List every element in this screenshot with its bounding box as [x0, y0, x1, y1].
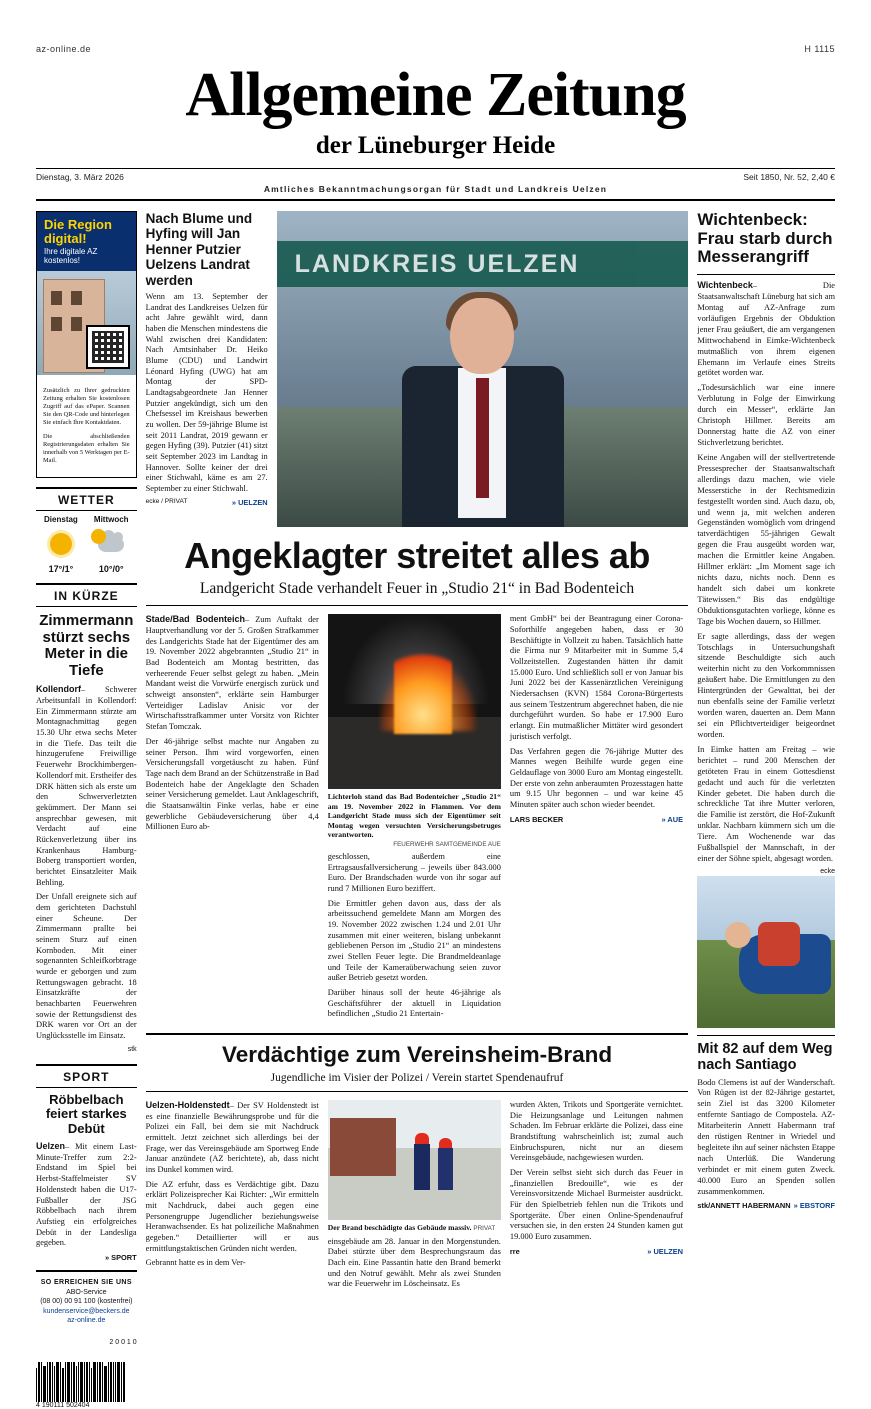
lead-city: Uelzen-Holdenstedt — [145, 1099, 230, 1110]
santiago-body: Bodo Clemens ist auf der Wanderschaft. Von Rügen ist der 82-Jährige gestartet, sein Ziel ist das 3200 Kilometer entfernte Santiago de Compostela. AZ-Mitarbeiterin Annett Habermann traf den rüstigen Rentner in Wriedel und begleitete ihn auf seiner nächsten Etappe nach Unterlüß. Die Wanderung verbindet er mit einem guten Zweck. 40.000 Euro an Spenden sollen zusammenkommen. — [697, 1077, 836, 1196]
ad-subtitle: Ihre digitale AZ kostenlos! — [44, 247, 98, 266]
fire-photo — [328, 614, 501, 789]
website-url[interactable]: az-online.de — [36, 44, 92, 54]
masthead-subtitle: der Lüneburger Heide — [315, 132, 556, 159]
masthead-divider-2 — [36, 199, 835, 201]
vereinsheim-text-3: wurden Akten, Trikots und Sportgeräte vernichtet. Die Heizungsanlage und Leitungen nahmen Schaden. Im Februar erklärte die Polizei, dass eine Brandstiftung wahrscheinlich ist; zumal auch Einbruchspuren, nicht nur an diesem Vereinsgebäude, nachgewiesen wurden. — [509, 1099, 684, 1163]
putzier-story — [146, 211, 689, 527]
main-story-col-2 — [328, 614, 501, 1024]
vereinsheim-text-1: – Der SV Holdenstedt ist es eine finanzielle Bewährungsprobe und für die Polizei ein Fall, bei dem sie mit Nachdruck ermittelt. Jetzt zeichnet sich allerdings bei der Frage, wer das Vereinsgebäude am Sportweg Ende Januar anzündete (AZ berichtete), ab, dass nicht ins Dunkel kommen wird. — [145, 1100, 319, 1174]
wichtenbeck-text-4: Er sagte allerdings, dass der wegen Totschlags in Untersuchungshaft sitzende Beschuldigte sich auch weiterhin nicht zu den Vorkommnissen geäußert habe. Die Ermittlungen zu den Hintergründen der Gewalttat, bei der nun ebenfalls seine der Familie verletzt worden waren, dauerten an. Dem Mann sei ein Pflichtverteidiger beigeordnet worden. — [697, 631, 836, 739]
weather-day-0 — [44, 515, 78, 574]
publication-date: Dienstag, 3. März 2026 — [36, 172, 124, 182]
wichtenbeck-text: – Die Staatsanwaltschaft Lüneburg hat sich am Montag auf AZ-Anfrage zum vorläufigen Ergebnis der Obduktion jener Frau geäußert, die am vergangenen Mittwochabend in Eimke-Wichtenbeck mutmaßlich von ihrem eigenen Ehemann im Verlaufe eines Streits getötet worden war. — [697, 281, 836, 378]
in-kuerze-headline[interactable]: Zimmermann stürzt sechs Meter in die Tiefe — [39, 612, 134, 679]
wichtenbeck-text-5: In Eimke hatten am Freitag – wie berichtet – rund 200 Menschen der getöteten Frau in einem Gottesdienst gedacht und auch für die verletzten Kinder gebetet. Die haben durch die schreckliche Tat ihre Mutter verloren, die Familie ist zerstört, die Hof-Zukunft unklar. Nachbarn kümmern sich um die Tiere. Am Wochenende war das Fußballspiel der Mannschaft, in der einer der Söhne spielt, abgesagt worden. — [697, 744, 836, 864]
lead-city: Uelzen — [36, 1141, 66, 1152]
qr-code-icon[interactable] — [86, 325, 130, 369]
main-story-text-1b: Der 46-jährige selbst machte nur Angaben zu seiner Person. Ihm wird vorgeworfen, einen Versicherungsfall vorgetäuscht zu haben. Fünf Tage nach dem Brand an der Schützenstraße in Bad Bodenteich habe der Angeklagte den Schaden seiner Versicherung gemeldet. Laut Anklageschrift, die Staatsanwältin Finke verlas, habe er eine gewerbliche Gebäudeversicherung über 4,4 Millionen Euro ab- — [145, 736, 319, 832]
main-story-text-1: – Zum Auftakt der Hauptverhandlung vor der 5. Großen Strafkammer des Landgerichts Stade hat der Eigentümer des am 19. November 2022 abgebrannten „Studio 21“ in Bad Bodenteich am Montag bestritten, das verheerende Feuer selbst gelegt zu haben. „Mein Mandant weist die Vorwürfe energisch zurück und schweigt ansonsten“, erklärte sein Hamburger Verteidiger Ladislav Anisic vor der Wirtschaftsstrafkammer unter Vorsitz von Richter Stefan Tomczak. — [145, 615, 319, 732]
contact-email[interactable]: kundenservice@beckers.de — [43, 1307, 130, 1315]
advertisement-digital-region[interactable] — [36, 211, 137, 478]
wichtenbeck-text-2: „Todesursächlich war eine innere Verblutung in Folge der Einwirkung durch ein Messer“, erklärte Jan Christoph Hillmer. Bereits am Donnerstag hatte die AZ von einer Stichverletzung berichtet. — [697, 383, 836, 447]
putzier-section-link[interactable]: » UELZEN — [231, 497, 268, 507]
fire-photo-caption — [328, 792, 501, 839]
weather-widget — [36, 511, 137, 574]
main-story-text-3: ment GmbH“ bei der Beantragung einer Corona-Soforthilfe angegeben haben, dass er 30 Beschäftigte in Vollzeit zu haben. Tatsächlich hatte die Firma nur 9 Mitarbeiter mit in Summe 5,4 Vollzeitstellen. Zugestanden hätten ihr damit 15.000 Euro. Und schließlich soll er von Januar bis Juni 2022 bei der Kassenärztlichen Vereinigung Niedersachsen (KVN) 1584 Corona-Bürgertests aus seinem Testzentrum abgerechnet haben, die nie durchgeführt wurden. So habe er 17.900 Euro erlangt. Ein mutmaßlicher Mittäter wird gesondert juristisch verfolgt. — [509, 614, 684, 741]
putzier-text-block — [146, 211, 277, 527]
wichtenbeck-headline-2: Frau starb durch — [697, 228, 833, 248]
santiago-author: stk/ANNETT HABERMANN — [697, 1200, 791, 1210]
caption-credit: PRIVAT — [473, 1224, 496, 1232]
vereinsheim-col-1 — [146, 1100, 319, 1294]
lead-city: Wichtenbeck — [697, 280, 753, 291]
in-kuerze-text-2: Der Unfall ereignete sich auf dem gerichteten Dachstuhl einer Scheune. Der Zimmermann prallte bei seinem Sturz auf einen Kornboden. Mit einer sogenannten Schleifkorbtrage wurde er geborgen und zum Rettungswagen gebracht. 18 Einsatzkräfte der benachbarten Feuerwehren sowie der Rettungsdienst des DRK waren vor Ort an der Unglücksstelle im Einsatz. — [36, 892, 137, 1040]
wichtenbeck-body — [697, 280, 835, 876]
official-organ-line: Amtliches Bekanntmachungsorgan für Stadt und Landkreis Uelzen — [263, 184, 608, 194]
main-story-col-3 — [510, 614, 683, 1024]
main-story-section-link[interactable]: » AUE — [661, 814, 684, 824]
wichtenbeck-text-3: Keine Angaben will der stellvertretende Pressesprecher der Staatsanwaltschaft allerdings dazu machen, wie viele Messerstiche in der Rechtsmedizin festgestellt worden sind. Auch dazu, ob, und wenn ja, mit welchen anderen Gegenständen womöglich vom dringend tatverdächtigen 55-jährigen Gewalt gegen die Frau ausgeübt worden war, machen die Ermittler keine Angaben. Hillmer erklärt: „Im Moment sage ich nichts dazu, nichts noch. Denn es handelt sich dabei um konkrete Tätewissen.“ Bis das endgültige Obduktionsgutachten vorliege, könne es Tage bis Wochen dauern, so Hillmer. — [697, 452, 836, 626]
in-kuerze-body — [36, 684, 137, 1054]
contact-website[interactable]: az-online.de — [67, 1317, 106, 1324]
sport-headline[interactable]: Röbbelbach feiert starkes Debüt — [45, 1091, 127, 1136]
vereinsheim-text-3b: Der Verein selbst sieht sich durch das Feuer in „finanziellen Bredouille“, wie es der Vereinsvorsitzende Michael Burmeister ausdrückt. Für den Spielbetrieb fehlen nun die Trikots und Sportgeräte. Über einen Online-Spendenaufruf versuchen sie, in den ersten 24 Stunden kamen gut 19.000 Euro zusammen. — [509, 1167, 684, 1241]
main-story-col-1 — [146, 614, 319, 1024]
sun-cloud-icon — [94, 527, 129, 561]
sport-body — [36, 1141, 137, 1262]
masthead-top-line — [36, 0, 835, 54]
putzier-body: Wenn am 13. September der Landrat des Landkreises Uelzen für acht Jahre gewählt wird, dann haben die Menschen mindestens die Wahl zwischen drei Kandidaten: Nach Amtsinhaber Dr. Heiko Blume (CDU) und Landwirt Léonard Hyfing (UWG) hat am Montag der SPD-Landtagsabgeordnete Jan Henner Putzier angekündigt, sich um den Chefsessel im Kreishaus bewerben zu wollen. Der 59-jährige Blume ist seit 2011 Landrat, 2019 gewann er gegen Hyfing (39). Putzier (41) sitzt seit September 2023 im Landtag in Hannover. Sollte keiner der drei einer Stichwahl, käme es am 27. September zu einer Stichwahl. — [145, 291, 268, 493]
vereinsheim-text-1b: Die AZ erfuhr, dass es Verdächtige gibt. Dazu erklärt Polizeisprecher Kai Richter: „Wir ermitteln mit Nachdruck, dabei auch gegen eine Personengruppe Jugendlicher beziehungsweise Heranwachsender. Es hat polizeiliche Maßnahmen gegeben.“ Detaillierter will er aus ermittlungstaktischen Gründen nicht werden. — [145, 1179, 319, 1253]
ad-text-2: Die abschließenden Registrierungsdaten erhalten Sie innerhalb von 5 Werktagen per E-Mail. — [43, 433, 130, 465]
left-column — [36, 211, 146, 1409]
vereinsheim-col-3 — [510, 1100, 683, 1294]
page-columns — [36, 211, 835, 1409]
ad-header — [37, 212, 136, 271]
sport-byline[interactable]: » SPORT — [105, 1252, 137, 1262]
right-column — [697, 211, 835, 1409]
main-story-text-2c: Darüber hinaus soll der heute 46-jährige als Geschäftsführer der aktuell in Liquidation befindlichen „Studio 21 Entertain- — [327, 987, 501, 1019]
weather-day-name: Mittwoch — [93, 515, 129, 525]
contact-line-2: (08 00) 00 91 100 (kostenfrei) — [40, 1298, 133, 1306]
vereinsheim-col-2 — [328, 1100, 501, 1294]
in-kuerze-section-title: IN KÜRZE — [53, 589, 119, 604]
putzier-credit: ecke / PRIVAT — [145, 497, 188, 505]
main-subheadline: Landgericht Stade verhandelt Feuer in „Studio 21“ in Bad Bodenteich — [199, 580, 635, 598]
vereinsheim-photo — [328, 1100, 501, 1220]
lead-city: Kollendorf — [36, 684, 81, 695]
ad-body-text — [37, 375, 136, 477]
weather-day-1 — [94, 515, 129, 574]
main-story-text-2b: Die Ermittler gehen davon aus, dass der als arbeitssuchend gemeldete Mann am Morgen des 19. November 2022 zwischen 1.24 und 2.01 Uhr zusammen mit einer weiteren, bislang unbekannt gebliebenen Person im „Studio 21“ an mindestens zwei Stellen Feuer legte. Die Brandmeldeanlage und Teile der Kameraüberwachung seien zuvor außer Betrieb gesetzt worden. — [327, 898, 501, 983]
issue-code: H 1115 — [804, 44, 835, 54]
weather-day-name: Dienstag — [44, 515, 78, 525]
wichtenbeck-headline-3: Messerangriff — [697, 247, 809, 267]
barcode — [36, 1356, 137, 1402]
vereinsheim-author: rre — [509, 1246, 520, 1256]
page-title: Allgemeine Zeitung — [185, 61, 686, 129]
vereinsheim-headline[interactable]: Verdächtige zum Vereinsheim-Brand — [221, 1041, 613, 1067]
weather-temp: 10°/0° — [98, 564, 124, 575]
santiago-section-link[interactable]: » EBSTORF — [793, 1200, 836, 1210]
main-story-columns — [146, 614, 689, 1024]
masthead-meta — [36, 169, 835, 182]
wichtenbeck-headline[interactable] — [697, 211, 835, 267]
vereinsheim-columns — [146, 1100, 689, 1294]
caption-text: Lichterloh stand das Bad Bodenteicher „Studio 21“ am 19. November 2022 in Flammen. Vor dem Landgericht Stade muss sich der Eigentümer seit Montag wegen versuchten Versicherungsbetruges verantworten. — [327, 792, 501, 840]
wichtenbeck-credit: ecke — [820, 868, 836, 875]
main-story-author: LARS BECKER — [509, 814, 564, 824]
fire-photo-credit: FEUERWEHR SAMTGEMEINDE AUE — [393, 840, 501, 848]
putzier-photo: LANDKREIS UELZEN — [277, 211, 689, 527]
barcode-number-top: 2 0 0 1 0 — [109, 1339, 137, 1347]
issue-info: Seit 1850, Nr. 52, 2,40 € — [743, 172, 835, 182]
center-column — [146, 211, 698, 1409]
wichtenbeck-headline-1: Wichtenbeck: — [697, 210, 808, 229]
sun-icon — [44, 527, 78, 561]
main-story-text-3b: Das Verfahren gegen die 76-jährige Mutter des Mannes wegen Beihilfe wurde gegen eine Geldauflage von 3000 Euro am Montag eingestellt. Der erste von zehn anberaumten Prozesstagen hatte um 9.15 Uhr begonnen – und war keine 45 Minuten später auch schon wieder beendet. — [509, 746, 684, 809]
santiago-photo — [697, 876, 835, 1028]
main-story-text-2: geschlossen, außerdem eine Ertragsausfallversicherung – jeweils über 843.000 Euro. Der Brandschaden wurde von ihr sogar auf rund 7 Millionen Euro beziffert. — [327, 851, 501, 893]
barcode-number: 4 190111 502404 — [36, 1402, 90, 1409]
vereinsheim-text-1c: Gebrannt hatte es in dem Ver- — [145, 1258, 246, 1268]
caption-text: Der Brand beschädigte das Gebäude massiv. — [327, 1222, 472, 1232]
vereinsheim-text-2: einsgebäude am 28. Januar in den Morgenstunden. Dabei stürzte über dem Besprechungsraum das Dach ein. Eine Passantin hatte den Brand bemerkt und den Notruf gewählt. Mehr als zwei Stunden war die Feuerwehr im Löscheinsatz. Es — [327, 1236, 501, 1289]
ad-title: Die Region digital! — [44, 217, 112, 246]
sport-section-title: SPORT — [63, 1069, 110, 1084]
main-headline[interactable]: Angeklagter streitet alles ab — [184, 535, 650, 576]
weather-section-title: WETTER — [57, 493, 115, 508]
in-kuerze-credit: stk — [127, 1045, 137, 1053]
contact-title: SO ERREICHEN SIE UNS — [40, 1279, 132, 1287]
ad-photo — [37, 271, 136, 375]
vereinsheim-section-link[interactable]: » UELZEN — [647, 1246, 684, 1256]
ad-text-1: Zusätzlich zu Ihrer gedruckten Zeitung erhalten Sie kostenlosen Zugriff auf das ePaper. Scannen Sie den QR-Code und hinterlegen Sie einfach Ihre Kontaktdaten. — [43, 386, 130, 426]
contact-box — [36, 1272, 137, 1325]
in-kuerze-text: – Schwerer Arbeitsunfall in Kollendorf: Ein Zimmermann stürzte am Montagnachmittag gegen 15.30 Uhr etwa sechs Meter in die Tiefe. Das teilt die hinzugerufene Freiwillige Feuerwehr Brockhimbergen-Kollendorf mit. Erstheifer des DRK hätten sich als erste um den Schwerverletzten gekümmert. Der Mann sei ansprechbar gewesen, mit Verdacht auf eine Rückenverletzung über ins Krankenhaus Hamburg-Boberg transportiert worden, berichtet Einsatzleiter Maik Behling. — [36, 685, 137, 887]
lead-city: Stade/Bad Bodenteich — [145, 614, 246, 625]
contact-line-1: ABO-Service — [66, 1288, 107, 1296]
putzier-headline[interactable]: Nach Blume und Hyfing will Jan Henner Putzier Uelzens Landrat werden — [145, 211, 253, 288]
weather-temp: 17°/1° — [48, 564, 74, 575]
santiago-headline[interactable]: Mit 82 auf dem Weg nach Santiago — [697, 1041, 833, 1074]
sport-text: – Mit einem Last-Minute-Treffer zum 2:2-Endstand im Spiel bei Herbst-Staffelmeister SV Holdenstedt haben die U17-Fußballer der JSG Röbbelbach nach ihrem Aufstieg ein erfolgreiches Debüt in der Landesliga gegeben. — [36, 1142, 137, 1248]
vereinsheim-subheadline: Jugendliche im Visier der Polizei / Verein startet Spendenaufruf — [270, 1071, 564, 1084]
vereinsheim-caption — [328, 1223, 501, 1233]
